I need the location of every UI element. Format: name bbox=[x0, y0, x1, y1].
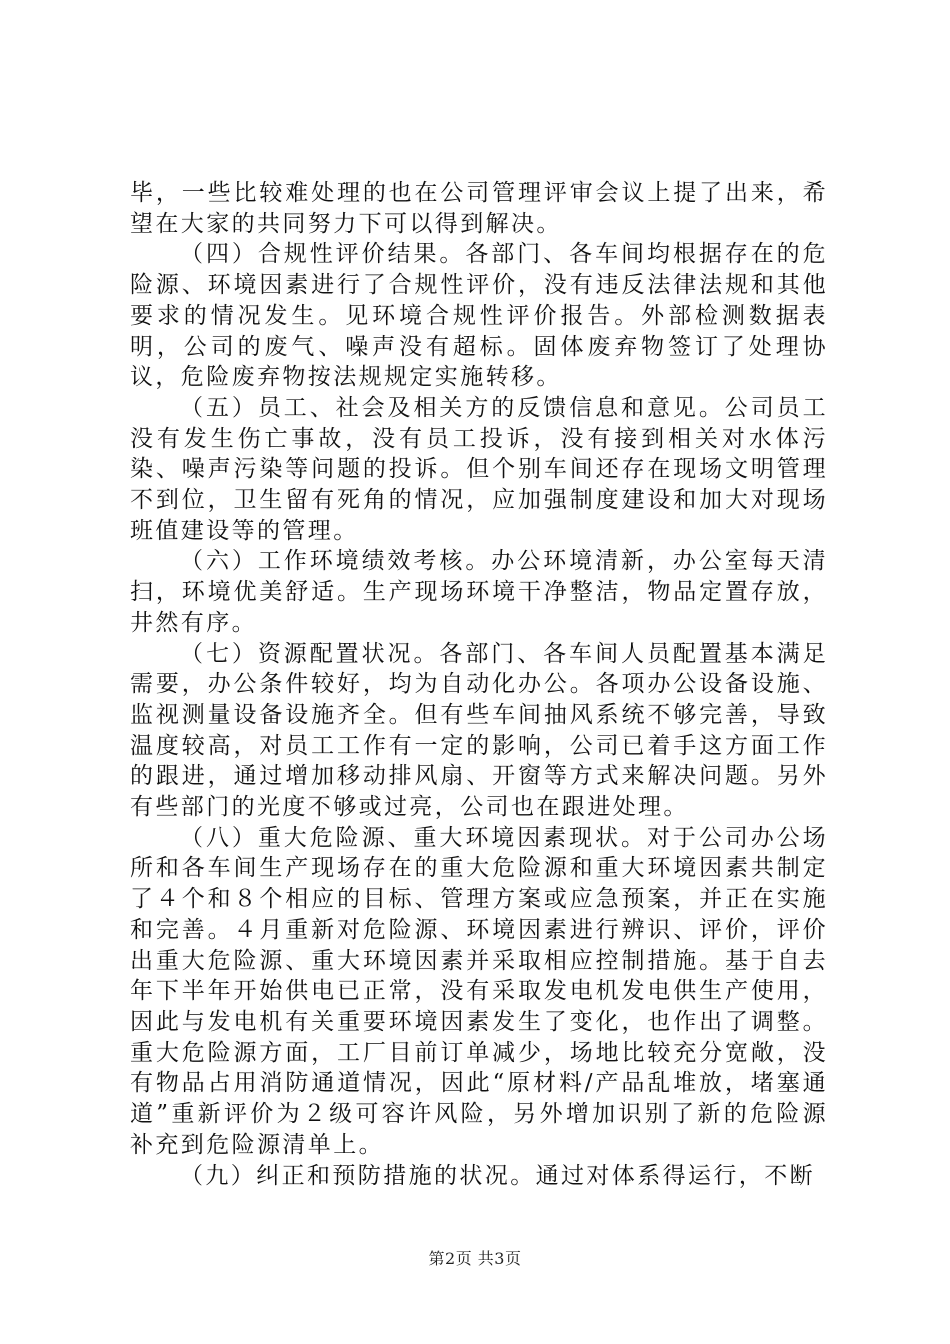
paragraph-compliance-evaluation: （四）合规性评价结果。各部门、各车间均根据存在的危险源、环境因素进行了合规性评价，没有违反法律法规和其他要求的情况发生。见环境合规性评价报告。外部检测数据表明，公司的废气、噪声没有超标。固体废弃物签订了处理协议，危险废弃物按法规规定实施转移。 bbox=[130, 241, 828, 391]
paragraph-work-environment: （六）工作环境绩效考核。办公环境清新，办公室每天清扫，环境优美舒适。生产现场环境干净整洁，物品定置存放，井然有序。 bbox=[130, 548, 828, 636]
document-body bbox=[130, 178, 828, 1191]
paragraph-feedback: （五）员工、社会及相关方的反馈信息和意见。公司员工没有发生伤亡事故，没有员工投诉，没有接到相关对水体污染、噪声污染等问题的投诉。但个别车间还存在现场文明管理不到位，卫生留有死角的情况，应加强制度建设和加大对现场班值建设等的管理。 bbox=[130, 394, 828, 544]
page-footer: 第2页 共3页 bbox=[428, 1249, 522, 1268]
paragraph-major-hazards: （八）重大危险源、重大环境因素现状。对于公司办公场所和各车间生产现场存在的重大危险源和重大环境因素共制定了４个和８个相应的目标、管理方案或应急预案，并正在实施和完善。４月重新对危险源、环境因素进行辨识、评价，评价出重大危险源、重大环境因素并采取相应控制措施。基于自去年下半年开始供电已正常，没有采取发电机发电供生产使用，因此与发电机有关重要环境因素发生了变化，也作出了调整。重大危险源方面，工厂目前订单减少，场地比较充分宽敞，没有物品占用消防通道情况，因此“原材料/产品乱堆放，堵塞通道”重新评价为２级可容许风险，另外增加识别了新的危险源补充到危险源清单上。 bbox=[130, 824, 828, 1158]
paragraph-continuation: 毕，一些比较难处理的也在公司管理评审会议上提了出来，希望在大家的共同努力下可以得到解决。 bbox=[130, 180, 828, 237]
paragraph-corrective-actions: （九）纠正和预防措施的状况。通过对体系得运行，不断 bbox=[180, 1162, 815, 1189]
paragraph-resource-allocation: （七）资源配置状况。各部门、各车间人员配置基本满足需要，办公条件较好，均为自动化办公。各项办公设备设施、监视测量设备设施齐全。但有些车间抽风系统不够完善，导致温度较高，对员工工作有一定的影响，公司已着手这方面工作的跟进，通过增加移动排风扇、开窗等方式来解决问题。另外有些部门的光度不够或过亮，公司也在跟进处理。 bbox=[130, 640, 828, 821]
